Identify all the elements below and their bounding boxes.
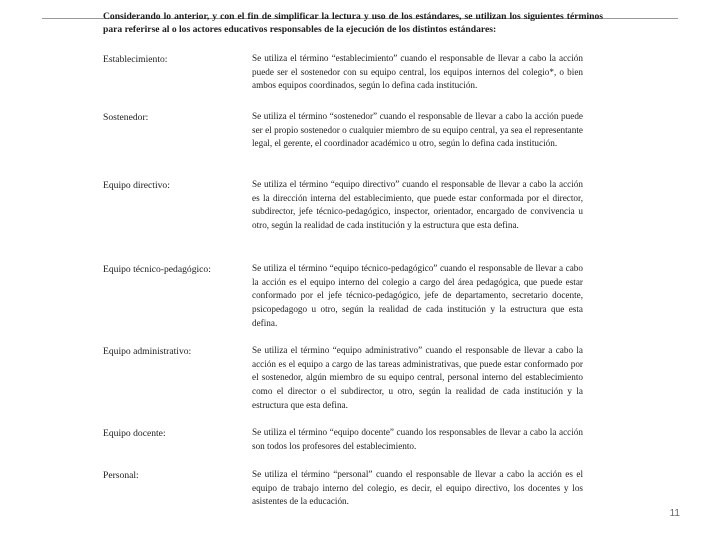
term-label: Establecimiento:	[103, 54, 168, 65]
term-definition: Se utiliza el término “personal” cuando el responsable de llevar a cabo la acción es el equipo de trabajo interno del colegio, es decir, el equipo directivo, los docentes y los asistentes de la educación.	[252, 469, 583, 507]
intro-paragraph: Considerando lo anterior, y con el fin de simplificar la lectura y uso de los estándares, se utilizan los siguientes términos para referirse al o los actores educativos responsables de la ejecución de los distintos estándares:	[103, 11, 603, 35]
term-label: Sostenedor:	[103, 112, 149, 123]
term-definition: Se utiliza el término “equipo directivo” cuando el responsable de llevar a cabo la acción es la dirección interna del establecimiento, que puede estar conformada por el director, subdirector, jefe técnico-pedagógico, inspector, orientador, encargado de convivencia u otro, según la realidad de cada institución y la estructura que esta defina.	[252, 179, 583, 231]
term-definition: Se utiliza el término “equipo administrativo” cuando el responsable de llevar a cabo la acción es el equipo a cargo de las tareas administrativas, que puede estar conformado por el sostenedor, algún miembro de su equipo central, personal interno del establecimiento como el director o el subdirector, u otro, según la realidad de cada institución y la estructura que esta defina.	[252, 345, 583, 410]
term-definition: Se utiliza el término “equipo docente” cuando los responsables de llevar a cabo la acción son todos los profesores del establecimiento.	[252, 427, 583, 451]
term-label: Equipo directivo:	[103, 180, 170, 191]
term-label: Personal:	[103, 470, 139, 481]
term-label: Equipo técnico-pedagógico:	[103, 264, 211, 275]
term-definition: Se utiliza el término “equipo técnico-pedagógico” cuando el responsable de llevar a cabo la acción es el equipo interno del colegio a cargo del área pedagógica, que puede estar conformado por el jefe técnico-pedagógico, jefe de departamento, secretario docente, psicopedagogo u otro, según la realidad de cada institución y la estructura que esta defina.	[252, 263, 583, 328]
page-number: 11	[669, 508, 680, 519]
term-definition: Se utiliza el término “sostenedor” cuando el responsable de llevar a cabo la acción puede ser el propio sostenedor o cualquier miembro de su equipo central, ya sea el representante legal, el gerente, el coordinador académico u otro, según lo defina cada institución.	[252, 111, 583, 149]
term-definition: Se utiliza el término “establecimiento” cuando el responsable de llevar a cabo la acción puede ser el sostenedor con su equipo central, los equipos internos del colegio*, o bien ambos equipos coordinados, según lo defina cada institución.	[252, 53, 583, 91]
term-label: Equipo docente:	[103, 428, 166, 439]
term-label: Equipo administrativo:	[103, 346, 192, 357]
